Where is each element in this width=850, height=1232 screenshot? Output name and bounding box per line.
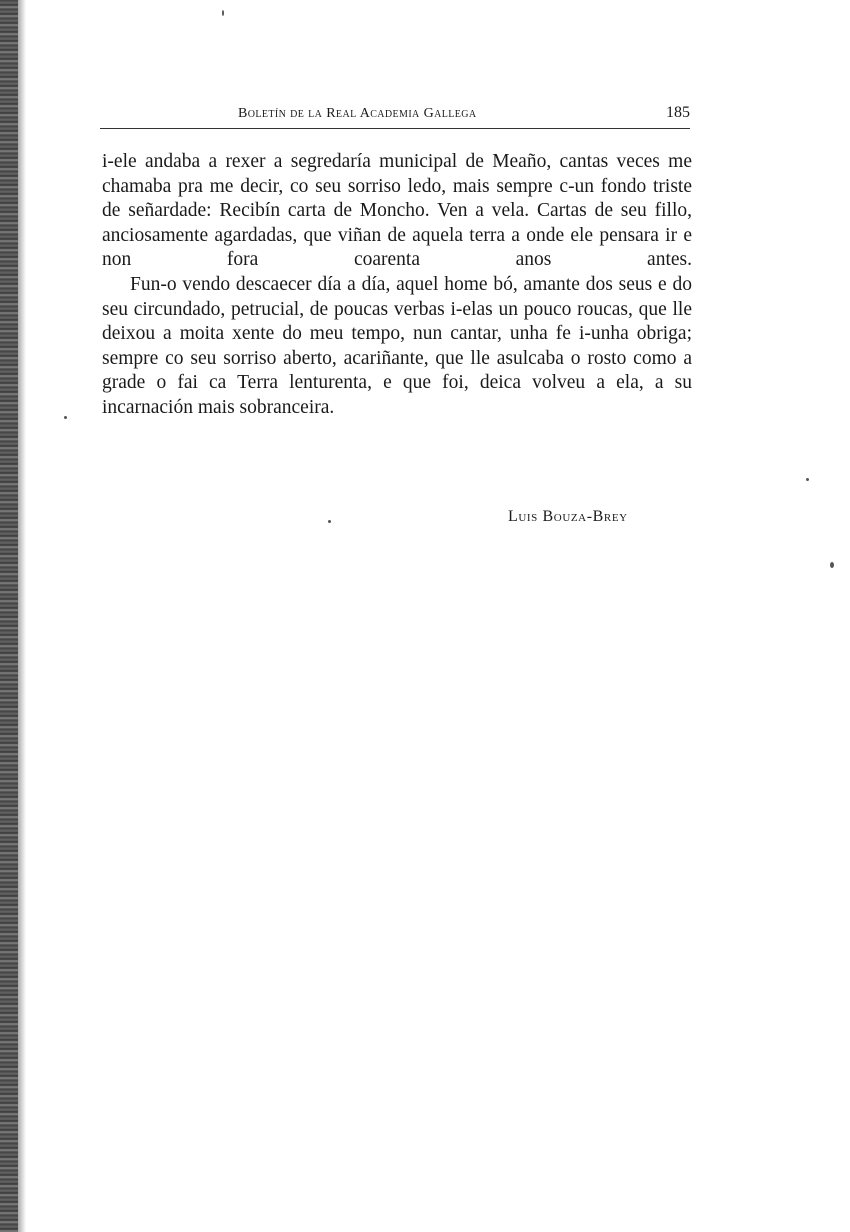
page-binding-shadow [18,0,26,1232]
body-text [102,150,692,421]
paragraph-1: i-ele andaba a rexer a segredaría municipal de Meaño, cantas veces me chamaba pra me decir, co seu sorriso ledo, mais sempre c-un fondo triste de señardade: Recibín carta de Moncho. Ven a vela. Cartas de seu fillo, anciosamente agardadas, que viñan de aquela terra a onde ele pensara ir e non fora coarenta anos antes. [102,151,692,271]
scan-speck [222,10,224,16]
running-title: Boletín de la Real Academia Gallega [238,106,477,121]
author-signature: Luis Bouza-Brey [508,508,628,525]
page-number: 185 [666,104,690,121]
scan-speck [830,562,834,568]
header-rule [100,128,690,129]
scan-speck [806,478,809,481]
scan-speck [328,520,331,523]
running-header [100,104,690,130]
paragraph-2: Fun-o vendo descaecer día a día, aquel home bó, amante dos seus e do seu circundado, petrucial, de poucas verbas i-elas un pouco roucas, que lle deixou a moita xente do meu tempo, nun cantar, unha fe i-unha obriga; sempre co seu sorriso aberto, acariñante, que lle asulcaba o rosto como a grade o fai ca Terra lenturenta, e que foi, deica volveu a ela, a su incarnación mais sobranceira. [102,273,692,418]
page-binding-edge [0,0,18,1232]
scan-speck [64,416,67,419]
